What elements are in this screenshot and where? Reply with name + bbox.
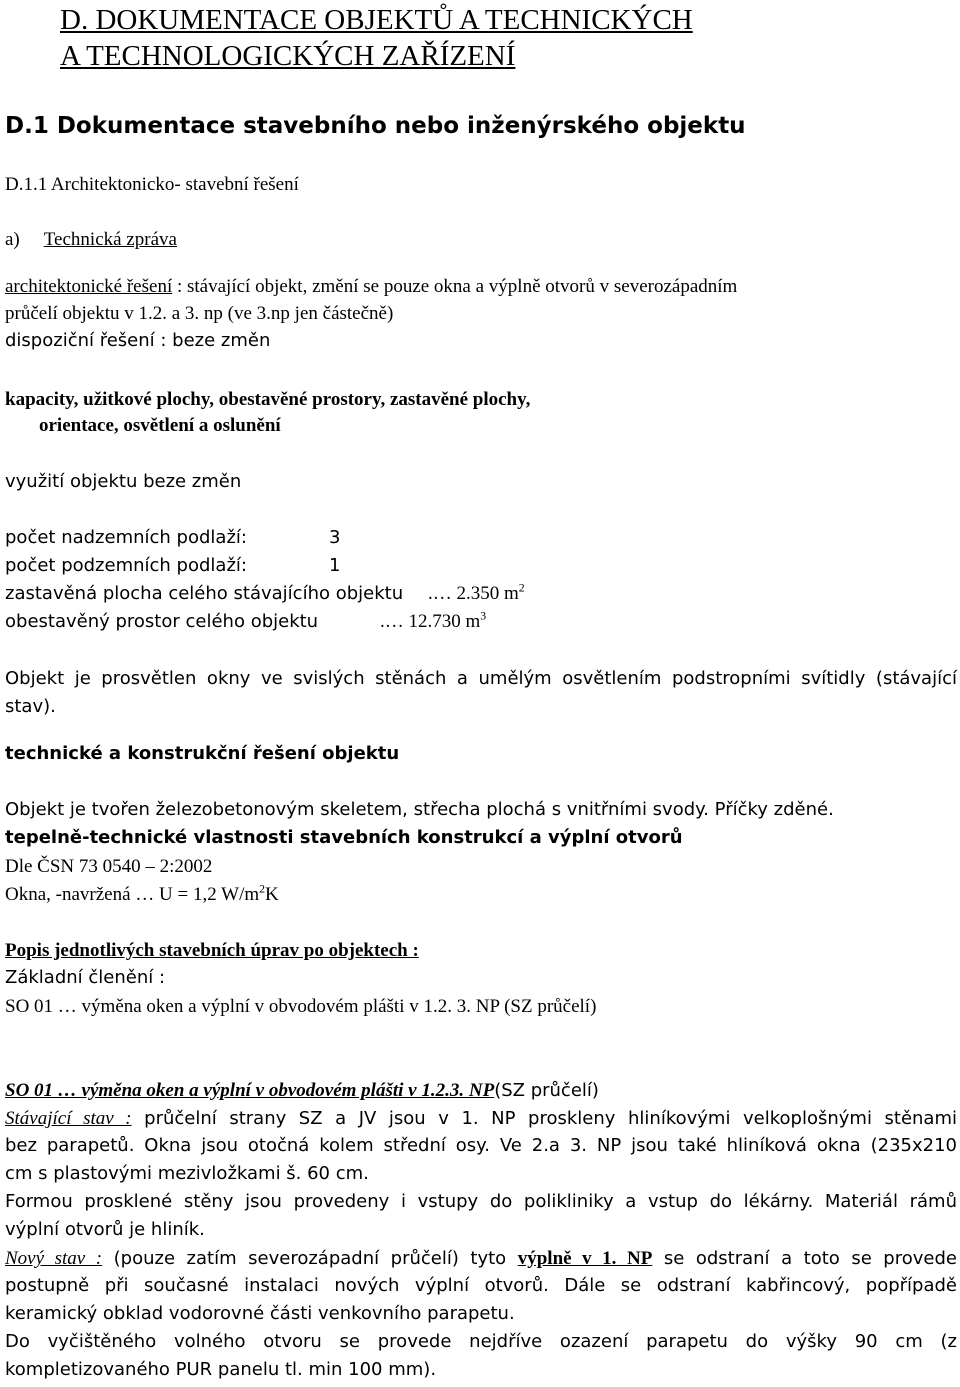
arch-label: architektonické řešení: [5, 276, 173, 297]
new-state-line1: [5, 1248, 957, 1270]
glazing-line1: Formou prosklené stěny jsou provedeny i vstupy do polikliniky a vstup do lékárny. Materiál rámů: [5, 1191, 957, 1212]
built-up-area-value: [428, 583, 525, 605]
thermal-properties-heading: tepelně-technické vlastnosti stavebních konstrukcí a výplní otvorů: [5, 827, 683, 848]
new-state-line3: keramický obklad vodorovné části venkovního parapetu.: [5, 1303, 515, 1324]
description-heading: Popis jednotlivých stavebních úprav po objektech :: [5, 940, 419, 961]
standard-line: Dle ČSN 73 0540 – 2:2002: [5, 856, 213, 877]
section-d11-heading: D.1.1 Architektonicko- stavební řešení: [5, 174, 299, 195]
built-volume-value: [380, 611, 486, 633]
windows-u-value-line: [5, 884, 279, 906]
main-heading-line1: D. DOKUMENTACE OBJEKTŮ A TECHNICKÝCH: [60, 4, 693, 36]
built-up-area-exponent: 2: [518, 581, 525, 595]
skeleton-line: Objekt je tvořen železobetonovým skeletem, střecha plochá s vnitřními svody. Příčky zděné.: [5, 799, 834, 820]
so01-heading-main: SO 01 … výměna oken a výplní v obvodovém plášti v 1.2.3. NP: [5, 1080, 495, 1101]
lighting-line1: Objekt je prosvětlen okny ve svislých stěnách a umělým osvětlením podstropními svítidly (stávající: [5, 668, 957, 689]
section-a-prefix: a): [5, 229, 20, 250]
current-state-line3: cm s plastovými mezivložkami š. 60 cm.: [5, 1163, 369, 1184]
built-up-area-label: zastavěná plocha celého stávajícího objektu: [5, 583, 404, 604]
arch-line1: [5, 276, 737, 298]
arch-line2: průčelí objektu v 1.2. a 3. np (ve 3.np jen částečně): [5, 303, 394, 324]
section-a-heading: [5, 229, 177, 251]
glazing-line2: výplní otvorů je hliník.: [5, 1219, 205, 1240]
technical-solution-heading: technické a konstrukční řešení objektu: [5, 743, 400, 764]
new-state-line1-part2: se odstraní a toto se provede: [652, 1248, 957, 1269]
so01-heading-tail: (SZ průčelí): [494, 1080, 599, 1101]
above-ground-floors-value: 3: [329, 527, 341, 548]
current-state-line2: bez parapetů. Okna jsou otočná kolem střední osy. Ve 2.a 3. NP jsou také hliníková okna (235x210: [5, 1135, 957, 1156]
built-volume-number: .… 12.730 m: [380, 611, 481, 632]
main-heading-line2: A TECHNOLOGICKÝCH ZAŘÍZENÍ: [60, 40, 516, 72]
so01-heading: [5, 1080, 599, 1102]
built-up-area-number: .… 2.350 m: [428, 583, 519, 604]
arch-line1-text: : stávající objekt, změní se pouze okna a výplně otvorů v severozápadním: [172, 276, 738, 297]
capacity-heading-line1: kapacity, užitkové plochy, obestavěné prostory, zastavěné plochy,: [5, 389, 531, 410]
section-a-title: Technická zpráva: [43, 229, 177, 250]
section-d1-heading: D.1 Dokumentace stavebního nebo inženýrského objektu: [5, 113, 746, 139]
so01-summary-line: SO 01 … výměna oken a výplní v obvodovém plášti v 1.2. 3. NP (SZ průčelí): [5, 996, 597, 1017]
opening-line2: kompletizovaného PUR panelu tl. min 100 mm).: [5, 1359, 437, 1380]
basic-division-label: Základní členění :: [5, 967, 166, 988]
new-state-line1-bold: výplně v 1. NP: [517, 1248, 653, 1269]
underground-floors-label: počet podzemních podlaží:: [5, 555, 247, 576]
windows-u-value-text: Okna, -navržená … U = 1,2 W/m: [5, 884, 260, 905]
usage-line: využití objektu beze změn: [5, 471, 242, 492]
disposition-line: dispoziční řešení : beze změn: [5, 330, 271, 351]
current-state-line1-text: průčelní strany SZ a JV jsou v 1. NP proskleny hliníkovými velkoplošnými stěnami: [131, 1108, 957, 1129]
built-volume-label: obestavěný prostor celého objektu: [5, 611, 319, 632]
lighting-line2: stav).: [5, 696, 56, 717]
current-state-line1: [5, 1108, 957, 1130]
windows-u-value-unit: K: [265, 884, 279, 905]
opening-line1: Do vyčištěného volného otvoru se provede nejdříve ozazení parapetu do výšky 90 cm (z: [5, 1331, 957, 1352]
new-state-label: Nový stav :: [5, 1248, 103, 1269]
underground-floors-value: 1: [329, 555, 341, 576]
above-ground-floors-label: počet nadzemních podlaží:: [5, 527, 247, 548]
new-state-line1-part1: (pouze zatím severozápadní průčelí) tyto: [102, 1248, 518, 1269]
capacity-heading-line2: orientace, osvětlení a oslunění: [39, 415, 281, 436]
windows-u-value-exponent: 2: [259, 882, 266, 896]
built-volume-exponent: 3: [480, 609, 487, 623]
current-state-label: Stávající stav :: [5, 1108, 132, 1129]
new-state-line2: postupně při současné instalaci nových výplní otvorů. Dále se odstraní kabřincový, popřípadě: [5, 1275, 957, 1296]
